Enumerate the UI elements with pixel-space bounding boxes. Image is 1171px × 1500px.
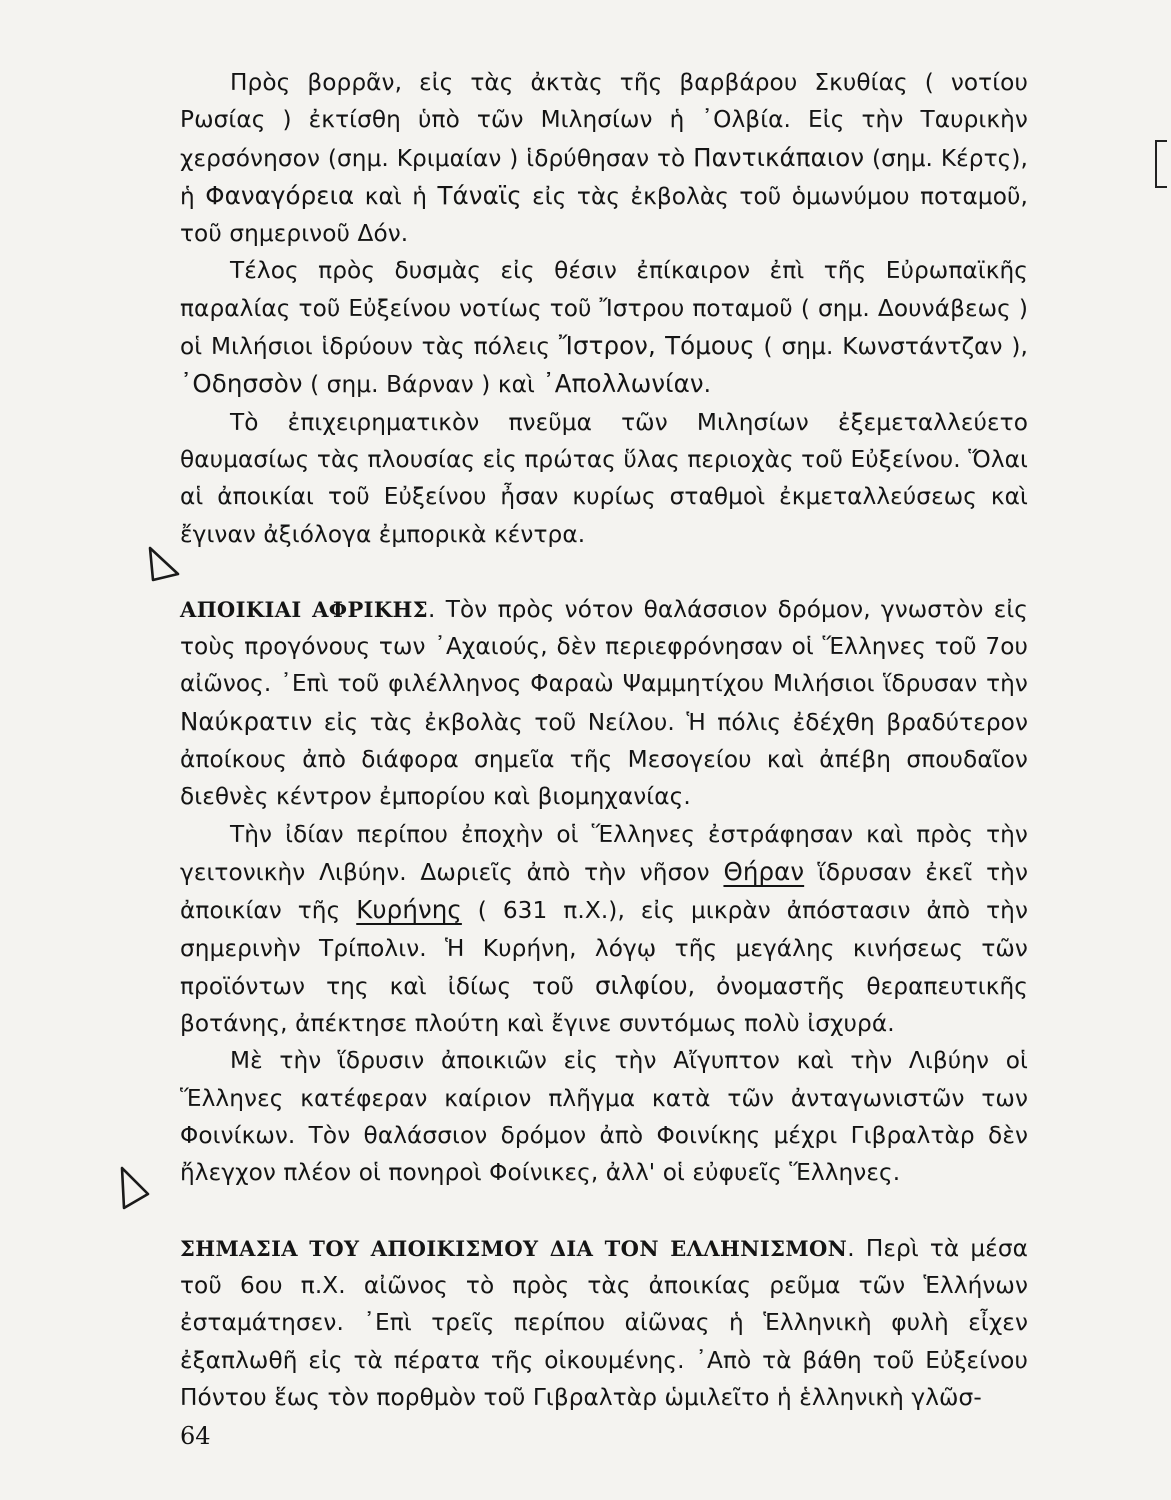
triangle-mark-significance-icon xyxy=(116,1164,156,1214)
paragraph-black-sea-north: Πρὸς βορρᾶν, εἰς τὰς ἀκτὰς τῆς βαρβάρου Σκυθίας ( νοτίου Ρωσίας ) ἐκτίσθη ὑπὸ τῶν Μιλησίων ἡ ᾿Ολβία. Εἰς τὴν Ταυρικὴν χερσόνησον (σημ. Κριμαίαν ) ἱδρύθησαν τὸ Παντικάπαιον (σημ. Κέρτς), ἡ Φαναγόρεια καὶ ἡ Τάναϊς εἰς τὰς ἐκβολὰς τοῦ ὁμωνύμου ποταμοῦ, τοῦ σημερινοῦ Δόν. xyxy=(180,69,1028,248)
triangle-mark-africa-icon xyxy=(144,544,184,588)
significance-body: Περὶ τὰ μέσα τοῦ 6ου π.Χ. αἰῶνος τὸ πρὸς τὰς ἀποικίας ρεῦμα τῶν Ἑλλήνων ἐσταμάτησεν. ᾿Επὶ τρεῖς περίπου αἰῶνας ἡ Ἑλληνικὴ φυλὴ εἶχεν ἐξαπλωθῆ εἰς τὰ πέρατα τῆς οἰκουμένης. ᾿Απὸ τὰ βάθη τοῦ Εὐξείνου Πόντου ἕως τὸν πορθμὸν τοῦ Γιβραλτὰρ ὡμιλεῖτο ἡ ἑλληνικὴ γλῶσ- xyxy=(180,1234,1028,1411)
paragraph-libya: Τὴν ἰδίαν περίπου ἐποχὴν οἱ Ἕλληνες ἐστράφησαν καὶ πρὸς τὴν γειτονικὴν Λιβύην. Δωριεῖς ἀπὸ τὴν νῆσον Θήραν ἵδρυσαν ἐκεῖ τὴν ἀποικίαν τῆς Κυρήνης ( 631 π.Χ.), εἰς μικρὰν ἀπόστασιν ἀπὸ τὴν σημερινὴν Τρίπολιν. Ἡ Κυρήνη, λόγῳ τῆς μεγάλης κινήσεως τῶν προϊόντων της καὶ ἰδίως τοῦ σιλφίου, ὀνομαστῆς θεραπευτικῆς βοτάνης, ἀπέκτησε πλούτη καὶ ἔγινε συντόμως πολὺ ἰσχυρά. xyxy=(180,820,1028,1038)
paragraph-black-sea-west: Τέλος πρὸς δυσμὰς εἰς θέσιν ἐπίκαιρον ἐπὶ τῆς Εὐρωπαϊκῆς παραλίας τοῦ Εὐξείνου νοτίως τοῦ Ἴστρου ποταμοῦ ( σημ. Δουνάβεως ) οἱ Μιλήσιοι ἱδρύουν τὰς πόλεις Ἴστρον, Τόμους ( σημ. Κωνστάντζαν ), ᾿Οδησσὸν ( σημ. Βάρναν ) καὶ ᾿Απολλωνίαν. xyxy=(180,257,1028,399)
bleed-through-text xyxy=(0,0,11,34)
section-heading-africa: ΑΠΟΙΚΙΑΙ ΑΦΡΙΚΗΣ xyxy=(180,596,429,622)
section-heading-significance: ΣΗΜΑΣΙΑ ΤΟΥ ΑΠΟΙΚΙΣΜΟΥ ΔΙΑ ΤΟΝ ΕΛΛΗΝΙΣΜΟΝ xyxy=(180,1235,848,1261)
paragraph-significance: ΣΗΜΑΣΙΑ ΤΟΥ ΑΠΟΙΚΙΣΜΟΥ ΔΙΑ ΤΟΝ ΕΛΛΗΝΙΣΜΟΝ. Περὶ τὰ μέσα τοῦ 6ου π.Χ. αἰῶνος τὸ πρὸς τὰς ἀποικίας ρεῦμα τῶν Ἑλλήνων ἐσταμάτησεν. ᾿Επὶ τρεῖς περίπου αἰῶνας ἡ Ἑλληνικὴ φυλὴ εἶχεν ἐξαπλωθῆ εἰς τὰ πέρατα τῆς οἰκουμένης. ᾿Απὸ τὰ βάθη τοῦ Εὐξείνου Πόντου ἕως τὸν πορθμὸν τοῦ Γιβραλτὰρ ὡμιλεῖτο ἡ ἑλληνικὴ γλῶσ- xyxy=(180,1234,1028,1411)
edge-bracket-mark xyxy=(1155,140,1167,188)
page-number: 64 xyxy=(180,1422,211,1450)
main-text xyxy=(180,64,1028,1416)
paragraph-phoenicians: Μὲ τὴν ἵδρυσιν ἀποικιῶν εἰς τὴν Αἴγυπτον καὶ τὴν Λιβύην οἱ Ἕλληνες κατέφεραν καίριον πλῆγμα κατὰ τῶν ἀνταγωνιστῶν των Φοινίκων. Τὸν θαλάσσιον δρόμον ἀπὸ Φοινίκης μέχρι Γιβραλτὰρ δὲν ἤλεγχον πλέον οἱ πονηροὶ Φοίνικες, ἀλλ' οἱ εὐφυεῖς Ἕλληνες. xyxy=(180,1047,1028,1187)
paragraph-africa-colonies: ΑΠΟΙΚΙΑΙ ΑΦΡΙΚΗΣ. Τὸν πρὸς νότον θαλάσσιον δρόμον, γνωστὸν εἰς τοὺς προγόνους των ᾿Αχαιούς, δὲν περιεφρόνησαν οἱ Ἕλληνες τοῦ 7ου αἰῶνος. ᾿Επὶ τοῦ φιλέλληνος Φαραὼ Ψαμμητίχου Μιλήσιοι ἵδρυσαν τὴν Ναύκρατιν εἰς τὰς ἐκβολὰς τοῦ Νείλου. Ἡ πόλις ἐδέχθη βραδύτερον ἀποίκους ἀπὸ διάφορα σημεῖα τῆς Μεσογείου καὶ ἀπέβη σπουδαῖον διεθνὲς κέντρον ἐμπορίου καὶ βιομηχανίας. xyxy=(180,595,1028,811)
paragraph-milesian-enterprise: Τὸ ἐπιχειρηματικὸν πνεῦμα τῶν Μιλησίων ἐξεμεταλλεύετο θαυμασίως τὰς πλουσίας εἰς πρώτας ὕλας περιοχὰς τοῦ Εὐξείνου. Ὅλαι αἱ ἀποικίαι τοῦ Εὐξείνου ἦσαν κυρίως σταθμοὶ ἐκμεταλλεύσεως καὶ ἔγιναν ἀξιόλογα ἐμπορικὰ κέντρα. xyxy=(180,408,1028,548)
